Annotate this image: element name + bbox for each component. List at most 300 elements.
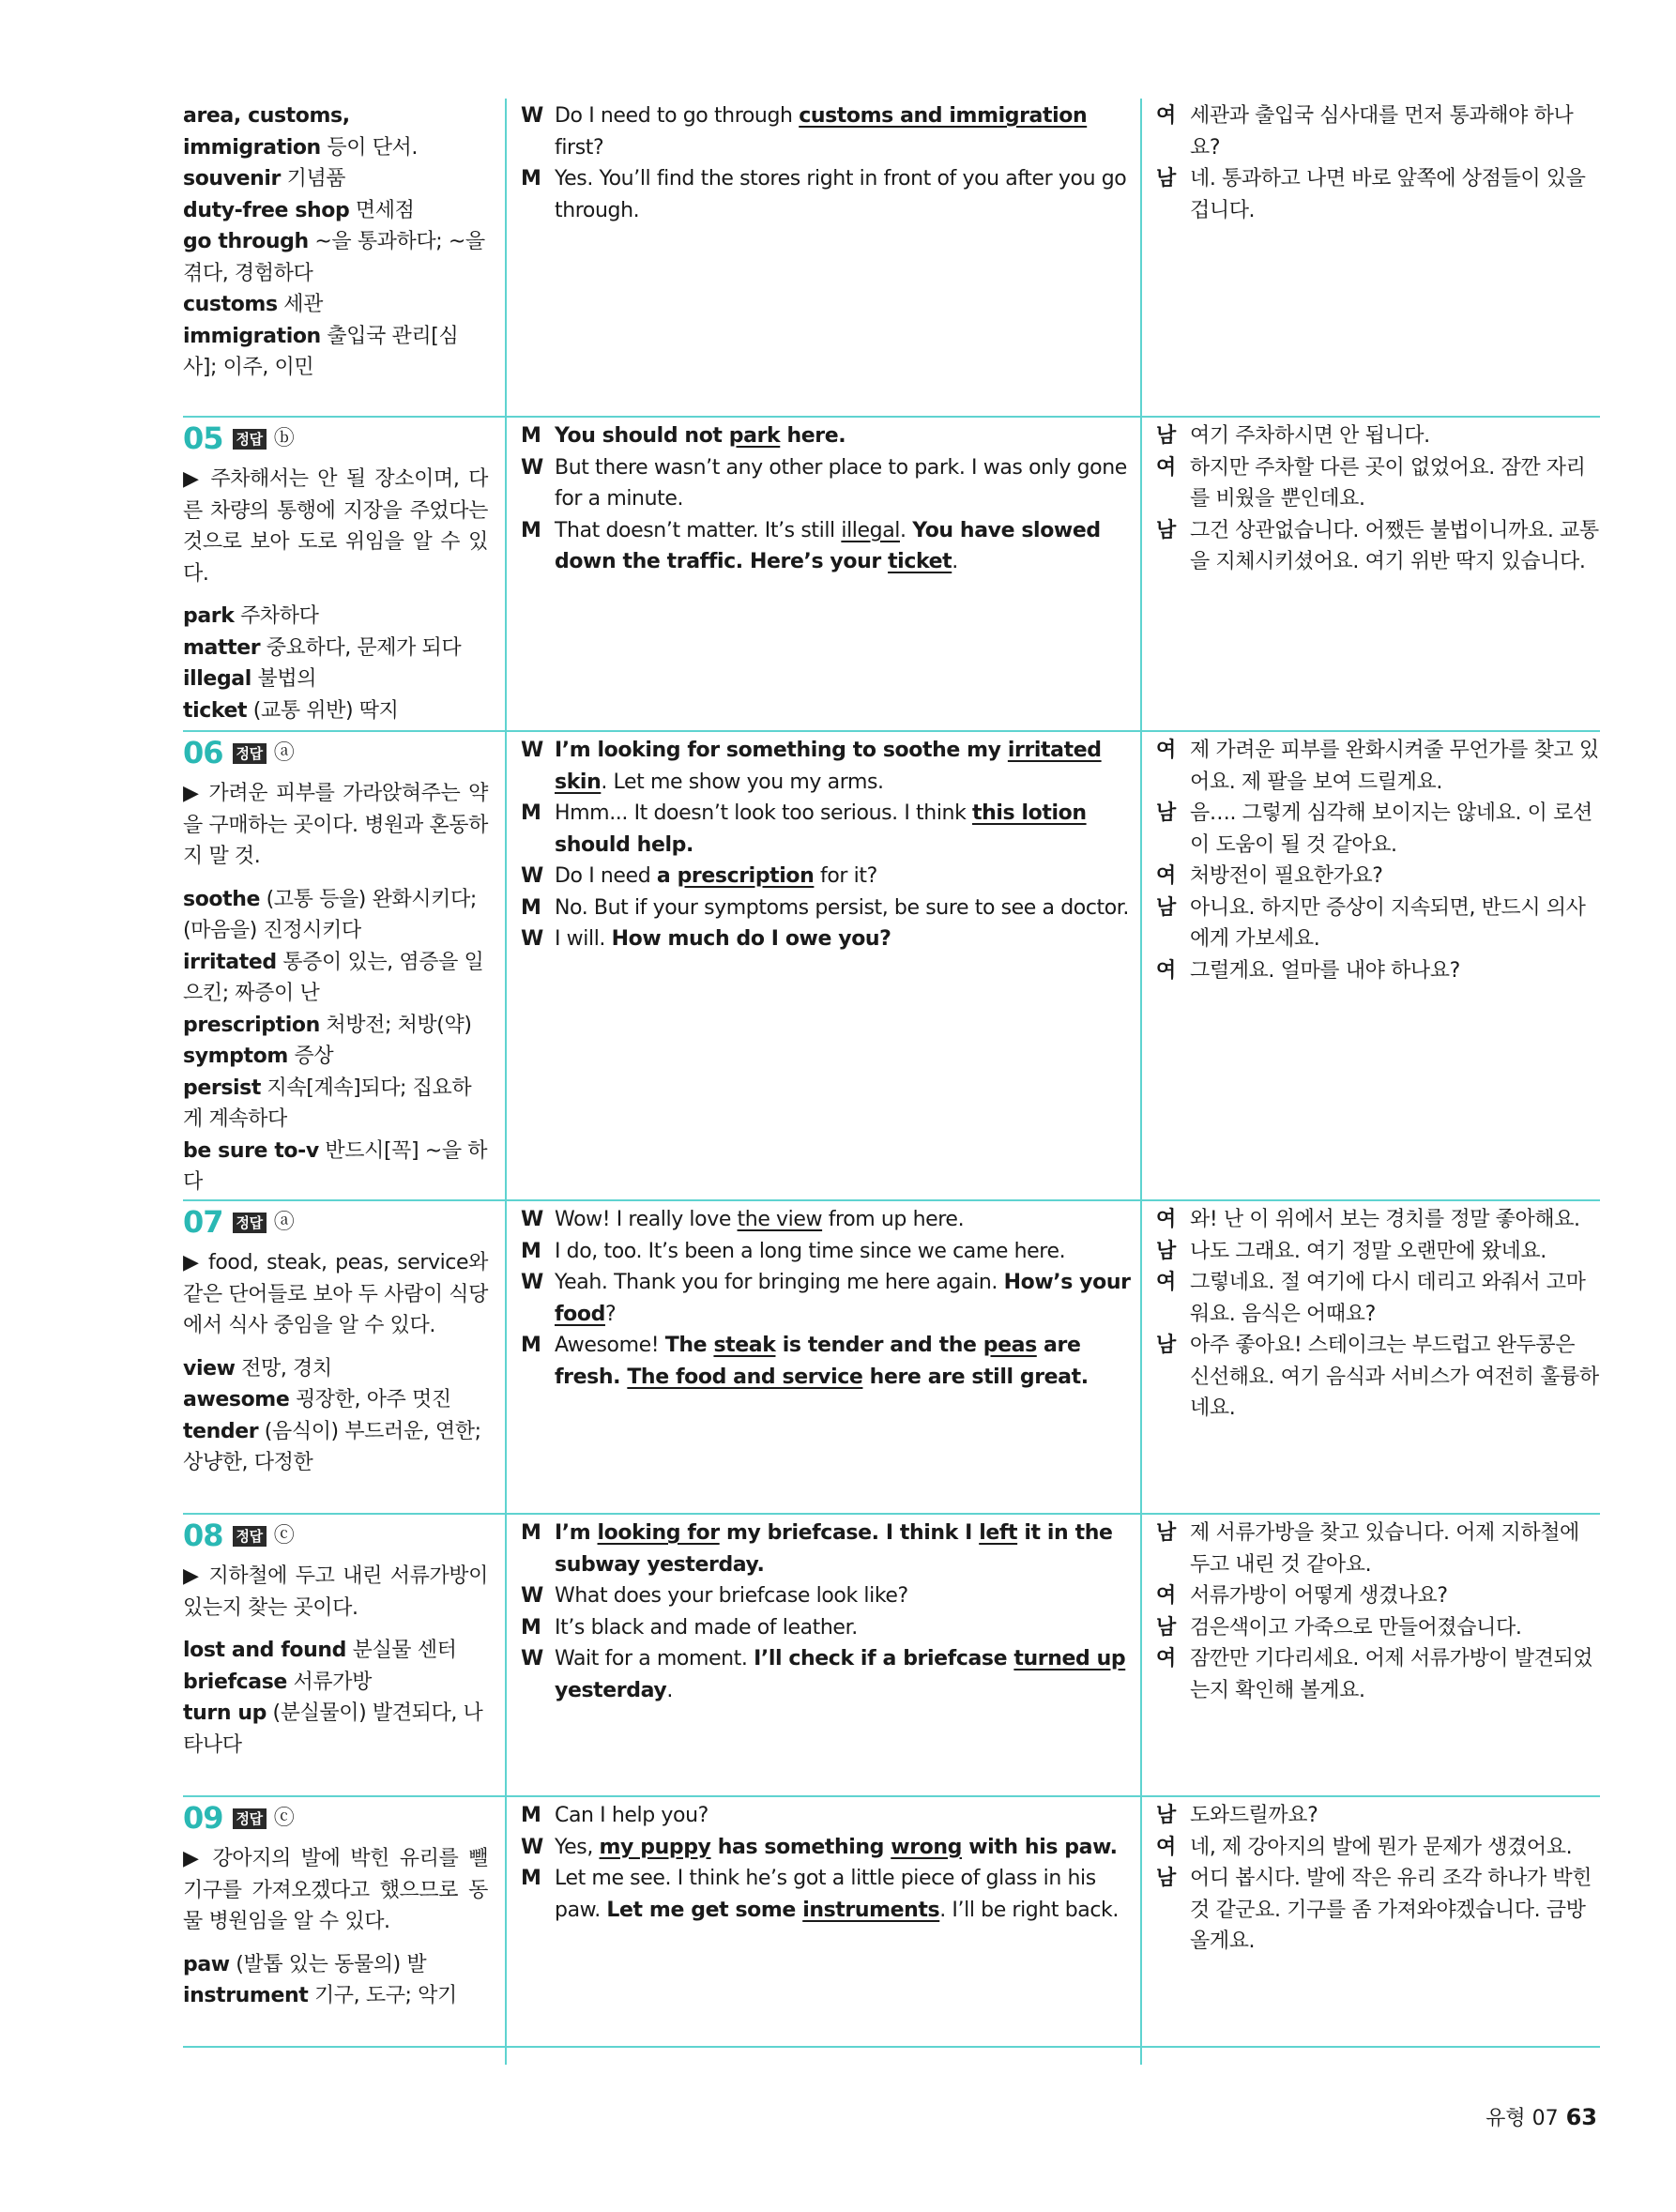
dialogue-line xyxy=(521,1643,1131,1706)
dialogue-line xyxy=(521,1330,1131,1393)
vocab-term: matter xyxy=(183,635,261,660)
translation-text: 하지만 주차할 다른 곳이 없었어요. 잠깐 자리를 비웠을 뿐인데요. xyxy=(1190,455,1586,511)
vocab-item xyxy=(183,1698,488,1761)
text-segment: from up here. xyxy=(822,1208,965,1231)
speaker-label: M xyxy=(521,801,541,825)
question-05-translation xyxy=(1156,420,1599,578)
explanation: ▶ food, steak, peas, service와 같은 단어들로 보아 두 사람이 식당에서 식사 중임을 알 수 있다. xyxy=(183,1247,488,1342)
speaker-label: 여 xyxy=(1156,1208,1176,1231)
answer-badge: 정답 xyxy=(233,1213,267,1233)
question-header xyxy=(183,420,488,458)
dialogue-line xyxy=(521,735,1131,798)
text-segment: are fresh. xyxy=(555,1334,1081,1389)
text-segment: first? xyxy=(555,135,604,160)
dialogue-line xyxy=(521,1612,1131,1644)
text-segment: I do, too. It’s been a long time since we came here. xyxy=(555,1239,1066,1263)
vocab-definition: 서류가방 xyxy=(286,1670,372,1694)
vocab-item xyxy=(183,1667,488,1699)
text-segment: here are still great. xyxy=(862,1365,1089,1389)
vocab-item xyxy=(183,1073,488,1136)
question-header xyxy=(183,1800,488,1838)
translation-line xyxy=(1156,1800,1599,1832)
row-divider xyxy=(183,1199,1600,1201)
vocab-item xyxy=(183,226,488,289)
key-phrase: instruments xyxy=(802,1898,940,1922)
question-09-translation xyxy=(1156,1800,1599,1958)
dialogue-text xyxy=(555,100,1131,163)
dialogue-line xyxy=(521,1580,1131,1612)
dialogue-text xyxy=(555,1612,1131,1644)
speaker-label: 여 xyxy=(1156,1647,1176,1670)
speaker-label: M xyxy=(521,895,541,920)
translation-text: 네, 제 강아지의 발에 뭔가 문제가 생겼어요. xyxy=(1190,1835,1573,1859)
text-segment: How’s your xyxy=(1003,1271,1131,1294)
text-segment: Do I need xyxy=(555,864,657,888)
dialogue-text xyxy=(555,515,1131,578)
dialogue-text xyxy=(555,452,1131,515)
vocab-list xyxy=(183,1949,488,2012)
question-07-dialogue xyxy=(521,1204,1131,1393)
question-number: 09 xyxy=(183,1800,223,1837)
speaker-label: M xyxy=(521,1239,541,1263)
key-phrase: this lotion xyxy=(972,801,1087,825)
text-segment: . xyxy=(952,550,958,573)
vocab-definition: 등이 단서. xyxy=(320,135,419,160)
key-phrase: food xyxy=(555,1302,605,1326)
dialogue-text xyxy=(555,1204,1131,1236)
vocab-term: prescription xyxy=(183,1013,320,1037)
answer-choice: ⓐ xyxy=(273,741,295,766)
vocab-definition: 전망, 경치 xyxy=(235,1356,332,1381)
vocab-definition: 통증이 있는, 염증을 일으킨; 짜증이 난 xyxy=(183,950,484,1005)
vocab-term: go through xyxy=(183,230,309,253)
translation-text: 잠깐만 기다리세요. 어제 서류가방이 발견되었는지 확인해 볼게요. xyxy=(1190,1647,1593,1702)
text-segment: Hmm... It doesn’t look too serious. I think xyxy=(555,801,973,825)
text-segment: I will. xyxy=(555,927,612,951)
text-segment: You have slowed down the traffic. Here’s your xyxy=(555,518,1101,573)
answer-choice: ⓑ xyxy=(273,427,295,451)
speaker-label: 여 xyxy=(1156,1584,1176,1608)
speaker-label: W xyxy=(521,1271,543,1294)
vocab-list xyxy=(183,601,488,726)
text-segment: I’ll check if a briefcase xyxy=(754,1647,1014,1670)
translation-text: 여기 주차하시면 안 됩니다. xyxy=(1190,424,1430,448)
translation-line xyxy=(1156,452,1599,515)
text-segment: Let me get some xyxy=(606,1898,803,1922)
translation-line xyxy=(1156,1580,1599,1612)
vocab-term: persist xyxy=(183,1075,261,1100)
translation-text: 어디 봅시다. 발에 작은 유리 조각 하나가 박힌 것 같군요. 기구를 좀 가져와야겠습니다. 금방 올게요. xyxy=(1190,1867,1592,1953)
translation-text: 서류가방이 어떻게 생겼나요? xyxy=(1190,1584,1448,1608)
question-06-translation xyxy=(1156,735,1599,986)
translation-line xyxy=(1156,1612,1599,1644)
dialogue-text xyxy=(555,1518,1131,1580)
explanation: ▶ 가려운 피부를 가라앉혀주는 약을 구매하는 곳이다. 병원과 혼동하지 말 것. xyxy=(183,778,488,873)
row-divider xyxy=(183,1795,1600,1797)
translation-text: 그건 상관없습니다. 어쨌든 불법이니까요. 교통을 지체시키셨어요. 여기 위반 딱지 있습니다. xyxy=(1190,518,1599,573)
translation-text: 도와드릴까요? xyxy=(1190,1804,1318,1827)
vocab-definition: 기념품 xyxy=(281,167,346,191)
vocab-item xyxy=(183,1635,488,1667)
speaker-label: W xyxy=(521,1584,543,1608)
text-segment: Awesome! xyxy=(555,1334,665,1357)
vocab-term: view xyxy=(183,1356,236,1381)
question-number: 05 xyxy=(183,420,223,457)
dialogue-text xyxy=(555,798,1131,861)
vocab-term: instrument xyxy=(183,1984,309,2007)
dialogue-line xyxy=(521,515,1131,578)
vocab-list xyxy=(183,1353,488,1479)
translation-text: 아주 좋아요! 스테이크는 부드럽고 완두콩은 신선해요. 여기 음식과 서비스가 여전히 훌륭하네요. xyxy=(1190,1334,1599,1420)
speaker-label: 여 xyxy=(1156,958,1176,983)
vocab-definition: 반드시[꼭] ~을 하다 xyxy=(183,1138,488,1194)
text-segment: No. But if your symptoms persist, be sure to see a doctor. xyxy=(555,895,1130,920)
key-phrase: steak xyxy=(713,1334,776,1357)
vocab-term: paw xyxy=(183,1952,230,1976)
vocab-item xyxy=(183,195,488,227)
vocab-definition: 기구, 도구; 악기 xyxy=(308,1984,457,2007)
answer-choice: ⓒ xyxy=(273,1807,295,1831)
row-divider xyxy=(183,730,1600,732)
question-09-info xyxy=(183,1800,488,2012)
question-05-dialogue xyxy=(521,420,1131,578)
vocab-term: area, customs, immigration xyxy=(183,104,350,160)
translation-text: 나도 그래요. 여기 정말 오랜만에 왔네요. xyxy=(1190,1239,1546,1263)
text-segment: Do I need to go through xyxy=(555,104,800,128)
text-segment: . I’ll be right back. xyxy=(939,1898,1119,1922)
translation-line xyxy=(1156,1267,1599,1330)
vocab-term: soothe xyxy=(183,887,261,911)
text-segment: It’s black and made of leather. xyxy=(555,1615,858,1640)
row-divider xyxy=(183,2046,1600,2048)
vocab-term: souvenir xyxy=(183,167,281,191)
vocab-list xyxy=(183,1635,488,1761)
vocab-definition: 출입국 관리[심사]; 이주, 이민 xyxy=(183,324,459,379)
key-phrase: customs and immigration xyxy=(799,104,1088,128)
vocab-item xyxy=(183,695,488,727)
vocab-item xyxy=(183,1384,488,1416)
translation-line xyxy=(1156,1330,1599,1425)
question-08-dialogue xyxy=(521,1518,1131,1706)
answer-badge: 정답 xyxy=(233,429,267,450)
key-phrase: peas xyxy=(983,1334,1037,1357)
text-segment: Wow! I really love xyxy=(555,1208,738,1231)
speaker-label: M xyxy=(521,1867,541,1890)
translation-text: 네. 통과하고 나면 바로 앞쪽에 상점들이 있을 겁니다. xyxy=(1190,167,1586,222)
speaker-label: 남 xyxy=(1156,801,1176,825)
column-divider-left xyxy=(505,99,507,2065)
vocab-list xyxy=(183,884,488,1198)
dialogue-text xyxy=(555,1267,1131,1330)
dialogue-text xyxy=(555,1863,1131,1926)
speaker-label: 남 xyxy=(1156,1334,1176,1357)
key-phrase: prescription xyxy=(677,864,815,888)
speaker-label: 남 xyxy=(1156,1239,1176,1263)
vocab-item xyxy=(183,1041,488,1073)
vocab-item xyxy=(183,289,488,321)
text-segment: for it? xyxy=(814,864,877,888)
text-segment: Wait for a moment. xyxy=(555,1647,754,1670)
question-05-info xyxy=(183,420,488,726)
dialogue-line xyxy=(521,1204,1131,1236)
dialogue-text xyxy=(555,1236,1131,1268)
dialogue-text xyxy=(555,892,1131,924)
question-07-translation xyxy=(1156,1204,1599,1425)
translation-text: 제 서류가방을 찾고 있습니다. 어제 지하철에 두고 내린 것 같아요. xyxy=(1190,1521,1579,1577)
speaker-label: 남 xyxy=(1156,424,1176,448)
vocab-term: awesome xyxy=(183,1388,290,1411)
vocab-item xyxy=(183,947,488,1010)
speaker-label: M xyxy=(521,518,541,542)
question-06-info xyxy=(183,735,488,1198)
speaker-label: 남 xyxy=(1156,1804,1176,1827)
vocab-item xyxy=(183,633,488,664)
key-phrase: illegal xyxy=(841,518,900,542)
text-segment: I’m looking for something to soothe my xyxy=(555,739,1008,762)
vocab-term: lost and found xyxy=(183,1639,346,1662)
text-segment: is tender and the xyxy=(775,1334,983,1357)
answer-badge: 정답 xyxy=(233,743,267,764)
question-header xyxy=(183,1204,488,1242)
dialogue-text xyxy=(555,1330,1131,1393)
key-phrase: the view xyxy=(737,1208,823,1231)
vocab-definition: 면세점 xyxy=(349,198,415,222)
text-segment: The xyxy=(664,1334,714,1357)
question-header xyxy=(183,1518,488,1555)
vocab-definition: 굉장한, 아주 멋진 xyxy=(289,1388,451,1411)
translation-text: 세관과 출입국 심사대를 먼저 통과해야 하나요? xyxy=(1190,104,1574,160)
vocab-definition: 증상 xyxy=(287,1045,334,1068)
question-number: 07 xyxy=(183,1204,223,1241)
vocab-term: duty-free shop xyxy=(183,198,350,222)
key-phrase: wrong xyxy=(891,1835,962,1859)
text-segment: Let me see. I think he’s got a little piece of glass in his paw. xyxy=(555,1867,1096,1922)
speaker-label: 남 xyxy=(1156,518,1176,542)
vocab-term: symptom xyxy=(183,1045,288,1068)
text-segment: it in the subway yesterday. xyxy=(555,1521,1113,1577)
text-segment: . xyxy=(666,1678,673,1702)
dialogue-text xyxy=(555,861,1131,892)
vocab-definition: (고통 등을) 완화시키다; (마음을) 진정시키다 xyxy=(183,887,477,942)
speaker-label: M xyxy=(521,1334,541,1357)
key-phrase: park xyxy=(728,424,781,448)
page-footer xyxy=(1486,2102,1597,2131)
vocab-item xyxy=(183,1980,488,2012)
dialogue-line xyxy=(521,100,1131,163)
dialogue-text xyxy=(555,1832,1131,1864)
speaker-label: M xyxy=(521,424,541,448)
text-segment: Yes, xyxy=(555,1835,600,1859)
key-phrase: ticket xyxy=(888,550,952,573)
text-segment: But there wasn’t any other place to park. I was only gone for a minute. xyxy=(555,455,1127,511)
dialogue-text xyxy=(555,1643,1131,1706)
vocab-definition: 분실물 센터 xyxy=(346,1639,457,1662)
explanation: ▶ 강아지의 발에 박힌 유리를 뺄 기구를 가져오겠다고 했으므로 동물 병원임을 알 수 있다. xyxy=(183,1843,488,1938)
dialogue-line xyxy=(521,861,1131,892)
text-segment: . xyxy=(900,518,913,542)
dialogue-line xyxy=(521,420,1131,452)
speaker-label: 여 xyxy=(1156,1271,1176,1294)
row-divider xyxy=(183,416,1600,418)
text-segment: You should not xyxy=(555,424,729,448)
speaker-label: M xyxy=(521,1804,541,1827)
vocab-definition: 세관 xyxy=(277,293,323,316)
translation-line xyxy=(1156,1518,1599,1580)
speaker-label: 여 xyxy=(1156,104,1176,128)
dialogue-text xyxy=(555,420,1131,452)
explanation: ▶ 지하철에 두고 내린 서류가방이 있는지 찾는 곳이다. xyxy=(183,1561,488,1624)
vocab-definition: 중요하다, 문제가 되다 xyxy=(260,635,462,660)
top-translation xyxy=(1156,100,1599,226)
vocab-definition: ~을 통과하다; ~을 겪다, 경험하다 xyxy=(183,230,485,285)
vocab-term: turn up xyxy=(183,1701,267,1725)
dialogue-text xyxy=(555,923,1131,955)
translation-line xyxy=(1156,1643,1599,1706)
translation-text: 제 가려운 피부를 완화시켜줄 무언가를 찾고 있어요. 제 팔을 보여 드릴게요. xyxy=(1190,739,1599,794)
translation-line xyxy=(1156,798,1599,861)
text-segment: my briefcase. I think I xyxy=(719,1521,980,1545)
speaker-label: M xyxy=(521,1521,541,1545)
speaker-label: W xyxy=(521,455,543,480)
speaker-label: 남 xyxy=(1156,1615,1176,1640)
translation-text: 그렇네요. 절 여기에 다시 데리고 와줘서 고마워요. 음식은 어때요? xyxy=(1190,1271,1586,1326)
translation-text: 처방전이 필요한가요? xyxy=(1190,864,1383,888)
text-segment: Can I help you? xyxy=(555,1804,708,1827)
dialogue-line xyxy=(521,1267,1131,1330)
question-number: 06 xyxy=(183,735,223,771)
vocab-term: briefcase xyxy=(183,1670,287,1694)
speaker-label: W xyxy=(521,927,543,951)
translation-line xyxy=(1156,163,1599,226)
vocab-term: immigration xyxy=(183,324,321,348)
vocab-item xyxy=(183,1136,488,1198)
vocab-definition: (음식이) 부드러운, 연한; 상냥한, 다정한 xyxy=(183,1419,481,1474)
translation-line xyxy=(1156,515,1599,578)
dialogue-line xyxy=(521,798,1131,861)
vocab-item xyxy=(183,664,488,695)
speaker-label: 여 xyxy=(1156,455,1176,480)
speaker-label: 남 xyxy=(1156,1521,1176,1545)
question-number: 08 xyxy=(183,1518,223,1554)
vocab-term: customs xyxy=(183,293,278,316)
dialogue-line xyxy=(521,1863,1131,1926)
key-phrase: turned up xyxy=(1013,1647,1126,1670)
text-segment: ? xyxy=(604,1302,617,1326)
vocab-definition: 처방전; 처방(약) xyxy=(319,1013,472,1037)
translation-line xyxy=(1156,1204,1599,1236)
speaker-label: 남 xyxy=(1156,1867,1176,1890)
column-divider-right xyxy=(1140,99,1142,2065)
speaker-label: 남 xyxy=(1156,167,1176,191)
vocab-definition: 불법의 xyxy=(251,667,317,691)
vocab-item xyxy=(183,163,488,195)
key-phrase: irritated skin xyxy=(555,739,1102,794)
vocab-term: irritated xyxy=(183,950,277,974)
vocab-item xyxy=(183,601,488,633)
question-header xyxy=(183,735,488,772)
vocab-term: park xyxy=(183,604,235,628)
translation-text: 아니요. 하지만 증상이 지속되면, 반드시 의사에게 가보세요. xyxy=(1190,895,1586,951)
speaker-label: W xyxy=(521,739,543,762)
speaker-label: W xyxy=(521,1208,543,1231)
translation-line xyxy=(1156,861,1599,892)
text-segment: How much do I owe you? xyxy=(611,927,891,951)
translation-line xyxy=(1156,1236,1599,1268)
text-segment: should help. xyxy=(555,832,693,857)
explanation: ▶ 주차해서는 안 될 장소이며, 다른 차량의 통행에 지장을 주었다는 것으로 보아 도로 위임을 알 수 있다. xyxy=(183,464,488,589)
answer-choice: ⓐ xyxy=(273,1211,295,1235)
vocab-term: be sure to-v xyxy=(183,1138,319,1163)
speaker-label: W xyxy=(521,1647,543,1670)
speaker-label: M xyxy=(521,167,541,191)
question-07-info xyxy=(183,1204,488,1479)
vocab-definition: (발톱 있는 동물의) 발 xyxy=(229,1952,427,1976)
text-segment: a xyxy=(656,864,678,888)
answer-badge: 정답 xyxy=(233,1808,267,1829)
question-08-info xyxy=(183,1518,488,1761)
vocab-definition: (교통 위반) 딱지 xyxy=(247,698,399,723)
dialogue-line xyxy=(521,1518,1131,1580)
vocab-definition: (분실물이) 발견되다, 나타나다 xyxy=(183,1701,483,1757)
dialogue-line xyxy=(521,1236,1131,1268)
translation-line xyxy=(1156,735,1599,798)
translation-text: 검은색이고 가죽으로 만들어졌습니다. xyxy=(1190,1615,1522,1640)
question-09-dialogue xyxy=(521,1800,1131,1926)
key-phrase: looking for xyxy=(597,1521,720,1545)
speaker-label: W xyxy=(521,864,543,888)
key-phrase: my puppy xyxy=(599,1835,711,1859)
dialogue-line xyxy=(521,1800,1131,1832)
dialogue-text xyxy=(555,1580,1131,1612)
speaker-label: 여 xyxy=(1156,739,1176,762)
translation-text: 그럴게요. 얼마를 내야 하나요? xyxy=(1190,958,1460,983)
speaker-label: W xyxy=(521,104,543,128)
section-label: 유형 07 xyxy=(1486,2107,1559,2130)
answer-badge: 정답 xyxy=(233,1526,267,1547)
speaker-label: W xyxy=(521,1835,543,1859)
translation-text: 와! 난 이 위에서 보는 경치를 정말 좋아해요. xyxy=(1190,1208,1580,1231)
row-divider xyxy=(183,1513,1600,1515)
text-segment: That doesn’t matter. It’s still xyxy=(555,518,842,542)
dialogue-line xyxy=(521,163,1131,226)
translation-line xyxy=(1156,420,1599,452)
text-segment: yesterday xyxy=(555,1678,667,1702)
speaker-label: 남 xyxy=(1156,895,1176,920)
vocab-item xyxy=(183,1353,488,1385)
vocab-item xyxy=(183,1949,488,1981)
vocab-term: ticket xyxy=(183,698,248,723)
dialogue-line xyxy=(521,923,1131,955)
vocab-item xyxy=(183,1010,488,1042)
page-number: 63 xyxy=(1565,2104,1597,2130)
vocab-item xyxy=(183,1416,488,1479)
dialogue-text xyxy=(555,1800,1131,1832)
text-segment: has something xyxy=(710,1835,891,1859)
text-segment: with his paw. xyxy=(961,1835,1118,1859)
translation-line xyxy=(1156,1863,1599,1958)
dialogue-line xyxy=(521,892,1131,924)
top-vocab xyxy=(183,100,488,384)
text-segment: Yeah. Thank you for bringing me here again. xyxy=(555,1271,1004,1294)
vocab-item xyxy=(183,884,488,947)
key-phrase: The food and service xyxy=(627,1365,863,1389)
dialogue-line xyxy=(521,1832,1131,1864)
text-segment: I’m xyxy=(555,1521,598,1545)
text-segment: Yes. You’ll find the stores right in front of you after you go through. xyxy=(555,167,1127,222)
translation-line xyxy=(1156,955,1599,987)
translation-line xyxy=(1156,100,1599,163)
speaker-label: M xyxy=(521,1615,541,1640)
